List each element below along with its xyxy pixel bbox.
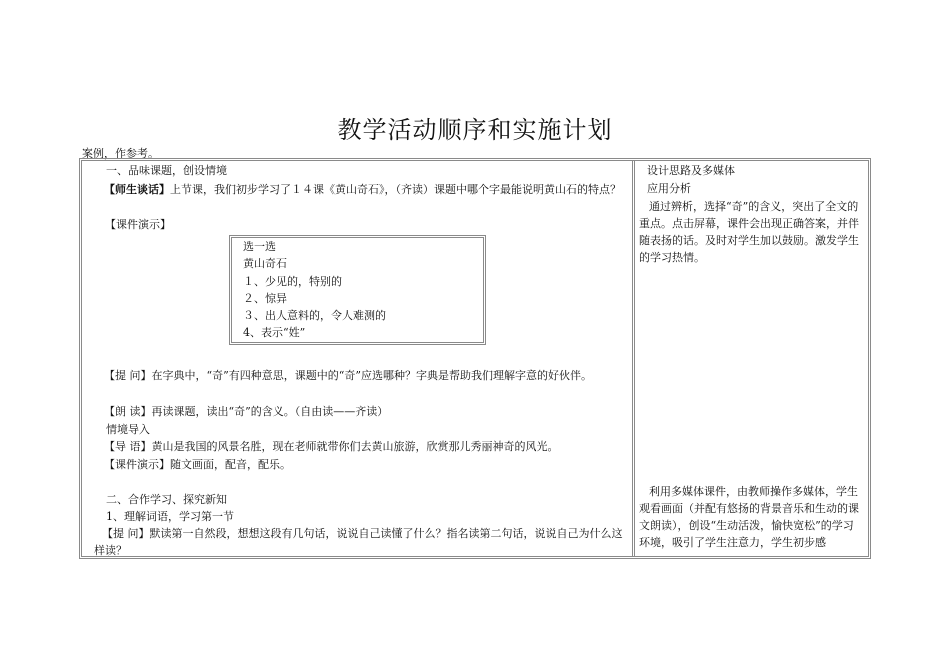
choice-box-title: 选一选: [243, 240, 276, 253]
lesson-plan-table: [79, 158, 871, 559]
teacher-talk-text: 上节课，我们初步学习了１４课《黄山奇石》，（齐读）课题中哪个字最能说明黄山石的特点？: [170, 183, 621, 196]
choice-box: [229, 235, 486, 345]
reading-paragraph: [104, 404, 388, 420]
scene-intro-heading: 情境导入: [106, 423, 150, 436]
document-title: 教学活动顺序和实施计划: [337, 116, 613, 144]
guide-paragraph: [104, 439, 559, 455]
question-tag: 【提 问】: [104, 369, 152, 382]
courseware-demo2-text: 随文画面，配音，配乐。: [170, 458, 291, 471]
courseware-demo2-paragraph: [104, 457, 291, 473]
choice-option-4: 4、表示“姓”: [243, 326, 306, 339]
design-paragraph-2: 利用多媒体课件，由教师操作多媒体，学生观看画面（并配有悠扬的背景音乐和生动的课文朗读），创设“生动活泼，愉快宽松”的学习环境，吸引了学生注意力，学生初步感: [639, 485, 859, 549]
teaching-activity-cell: [82, 161, 635, 556]
design-heading: 设计思路及多媒体: [647, 164, 735, 177]
question2-paragraph: [94, 525, 624, 559]
reading-text: 再读课题，读出“奇”的含义。（自由读——齐读）: [151, 405, 389, 418]
intro-note: 案例，作参考。: [82, 147, 159, 160]
question2-text: 默读第一自然段，想想这段有几句话，说说自己读懂了什么？指名读第二句话，说说自己为什么这样读？: [94, 527, 623, 557]
question2-tag: 【提 问】: [102, 527, 150, 540]
section1-heading: 一、品味课题，创设情境: [106, 164, 227, 177]
design-paragraph-1: 通过辨析，选择“奇”的含义，突出了全文的重点。点击屏幕，课件会出现正确答案，并伴随表扬的话。及时对学生加以鼓励。激发学生的学习热情。: [639, 200, 859, 264]
teacher-talk-paragraph: [94, 181, 624, 198]
courseware-demo-label: 【课件演示】: [105, 218, 171, 231]
choice-option-2: ２、惊异: [243, 292, 287, 305]
courseware-demo2-tag: 【课件演示】: [104, 458, 170, 471]
teacher-talk-tag: 【师生谈话】: [104, 183, 170, 196]
choice-box-subtitle: 黄山奇石: [243, 257, 287, 270]
question-paragraph: [94, 367, 624, 384]
guide-text: 黄山是我国的风景名胜，现在老师就带你们去黄山旅游，欣赏那儿秀丽神奇的风光。: [151, 440, 559, 453]
section2-heading: 二、合作学习、探究新知: [106, 493, 227, 506]
choice-option-3: ３、出人意料的，令人难测的: [243, 309, 386, 322]
choice-option-1: １、少见的，特别的: [243, 275, 342, 288]
guide-tag: 【导 语】: [104, 440, 152, 453]
subsection1-heading: 1、理解词语，学习第一节: [106, 510, 234, 523]
question-text: 在字典中，“奇”有四种意思，课题中的“奇”应选哪种？字典是帮助我们理解字意的好伙伴。: [151, 369, 592, 382]
design-rationale-cell: [635, 161, 868, 556]
reading-tag: 【朗 读】: [104, 405, 152, 418]
design-subheading: 应用分析: [647, 182, 691, 195]
